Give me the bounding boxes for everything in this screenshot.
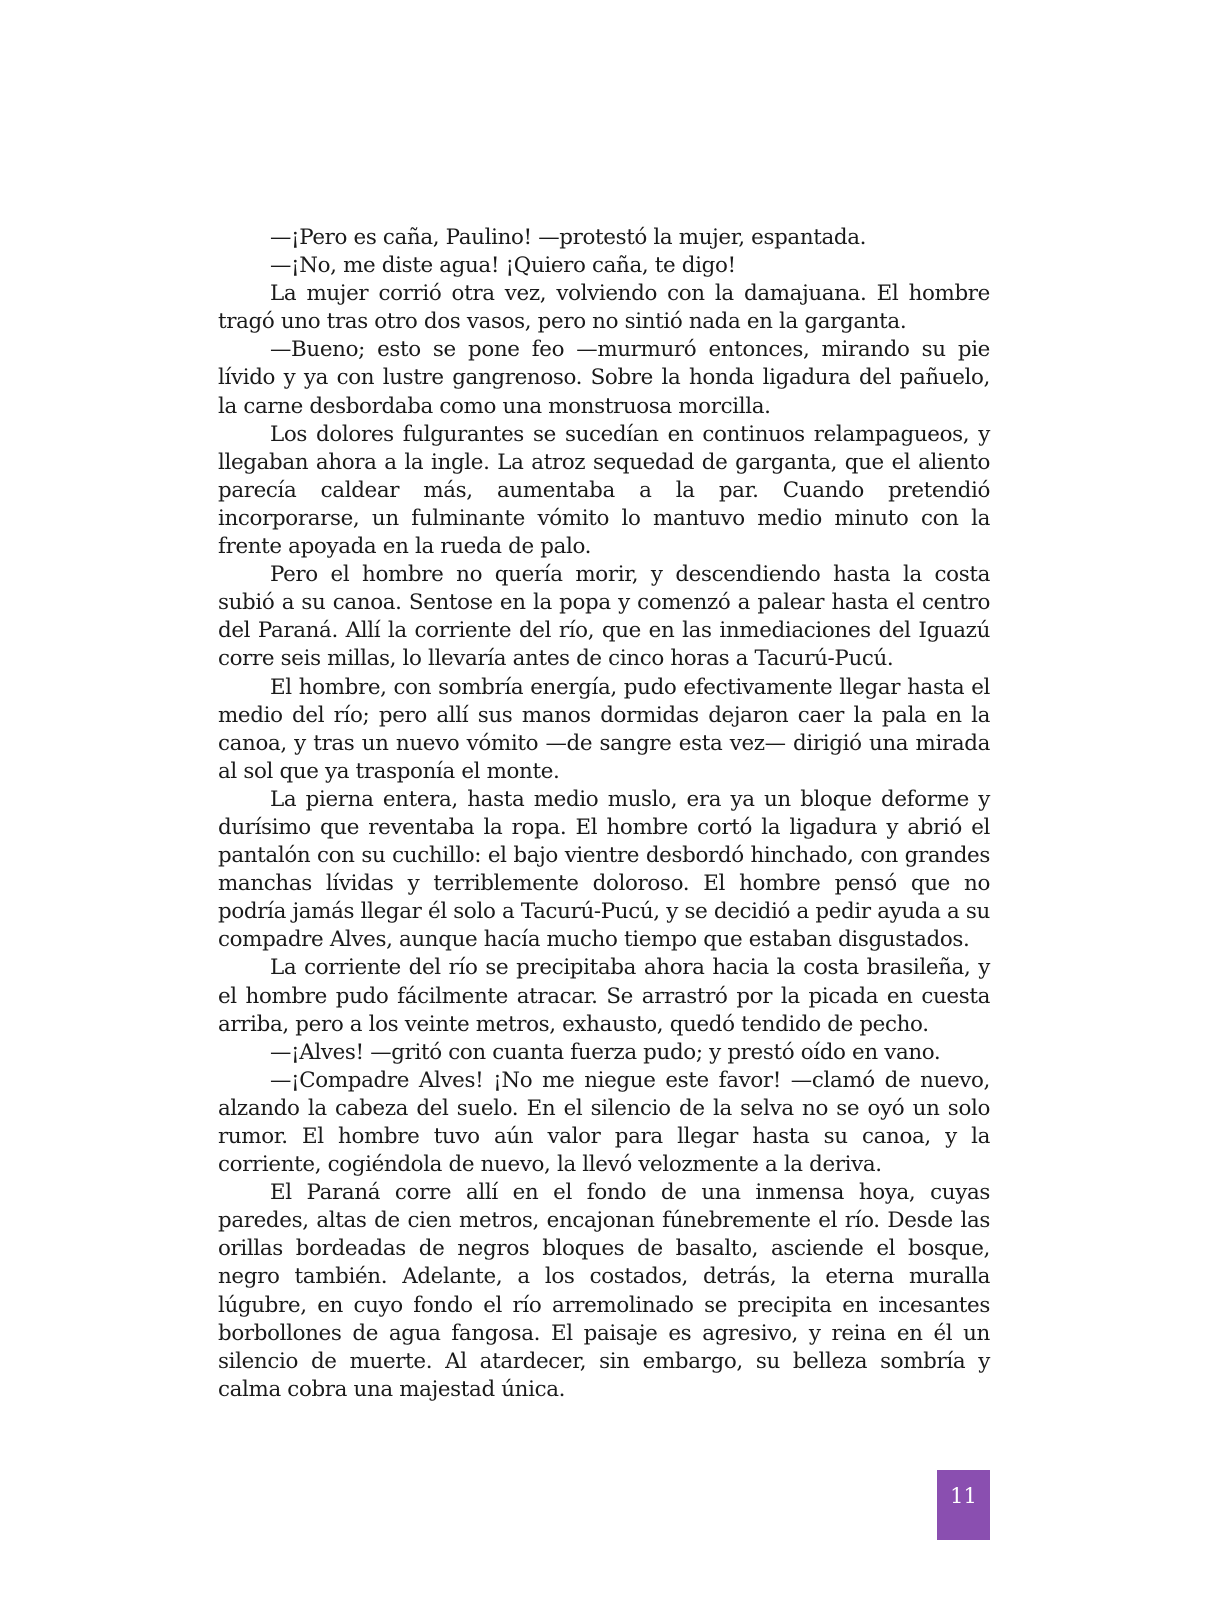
paragraph: La mujer corrió otra vez, volviendo con la damajuana. El hombre tragó uno tras otro dos vasos, pero no sintió nada en la garganta. <box>218 281 990 335</box>
page-number: 11 <box>950 1484 977 1508</box>
paragraph: Pero el hombre no quería morir, y descendiendo hasta la costa subió a su canoa. Sentose en la popa y comenzó a palear hasta el centro del Paraná. Allí la corriente del río, que en las inmediaciones del Iguazú corre seis millas, lo llevaría antes de cinco horas a Tacurú-Pucú. <box>218 562 990 672</box>
body-text <box>218 224 990 1404</box>
paragraph: La corriente del río se precipitaba ahora hacia la costa brasileña, y el hombre pudo fácilmente atracar. Se arrastró por la picada en cuesta arriba, pero a los veinte metros, exhausto, quedó tendido de pecho. <box>218 955 990 1037</box>
paragraph: Los dolores fulgurantes se sucedían en continuos relampagueos, y llegaban ahora a la ingle. La atroz sequedad de garganta, que el aliento parecía caldear más, aumentaba a la par. Cuando pretendió incorporarse, un fulminante vómito lo mantuvo medio minuto con la frente apoyada en la rueda de palo. <box>218 421 990 560</box>
paragraph: —¡Pero es caña, Paulino! —protestó la mujer, espantada. <box>270 225 867 250</box>
page-number-badge <box>937 1470 990 1540</box>
paragraph: El Paraná corre allí en el fondo de una inmensa hoya, cuyas paredes, altas de cien metros, encajonan fúnebremente el río. Desde las orillas bordeadas de negros bloques de basalto, asciende el bosque, negro también. Adelante, a los costados, detrás, la eterna muralla lúgubre, en cuyo fondo el río arremolinado se precipita en incesantes borbollones de agua fangosa. El paisaje es agresivo, y reina en él un silencio de muerte. Al atardecer, sin embargo, su belleza sombría y calma cobra una majestad única. <box>218 1180 990 1402</box>
paragraph: La pierna entera, hasta medio muslo, era ya un bloque deforme y durísimo que reventaba la ropa. El hombre cortó la ligadura y abrió el pantalón con su cuchillo: el bajo vientre desbordó hinchado, con grandes manchas lívidas y terriblemente doloroso. El hombre pensó que no podría jamás llegar él solo a Tacurú-Pucú, y se decidió a pedir ayuda a su compadre Alves, aunque hacía mucho tiempo que estaban disgustados. <box>218 786 990 953</box>
paragraph: —¡Alves! —gritó con cuanta fuerza pudo; y prestó oído en vano. <box>270 1039 941 1065</box>
paragraph: —Bueno; esto se pone feo —murmuró entonces, mirando su pie lívido y ya con lustre gangrenoso. Sobre la honda ligadura del pañuelo, la carne desbordaba como una monstruosa morcilla. <box>218 337 990 419</box>
paragraph: El hombre, con sombría energía, pudo efectivamente llegar hasta el medio del río; pero allí sus manos dormidas dejaron caer la pala en la canoa, y tras un nuevo vómito —de sangre esta vez— dirigió una mirada al sol que ya trasponía el monte. <box>218 674 990 784</box>
paragraph: —¡Compadre Alves! ¡No me niegue este favor! —clamó de nuevo, alzando la cabeza del suelo. En el silencio de la selva no se oyó un solo rumor. El hombre tuvo aún valor para llegar hasta su canoa, y la corriente, cogiéndola de nuevo, la llevó velozmente a la deriva. <box>218 1067 990 1178</box>
paragraph: —¡No, me diste agua! ¡Quiero caña, te digo! <box>270 253 736 279</box>
